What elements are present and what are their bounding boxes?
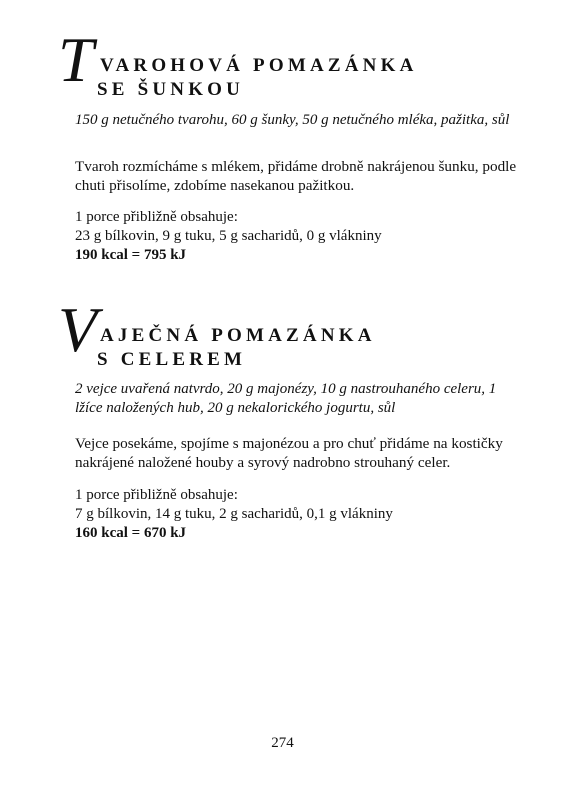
recipe-title xyxy=(0,294,565,380)
title-initial: T xyxy=(58,24,92,95)
ingredients-text: 2 vejce uvařená natvrdo, 20 g majonézy, 10 g nastrouhaného celeru, 1 lžíce naložených hub, 20 g nekalorického jogurtu, sůl xyxy=(75,381,497,416)
title-line-1: VAROHOVÁ POMAZÁNKA xyxy=(100,55,418,76)
ingredients-text: 150 g netučného tvarohu, 60 g šunky, 50 g netučného mléka, pažitka, sůl xyxy=(75,112,510,128)
nutrition-values: 7 g bílkovin, 14 g tuku, 2 g sacharidů, 0,1 g vlákniny xyxy=(75,506,393,522)
method-text: Tvaroh rozmícháme s mlékem, přidáme drobně nakrájenou šunku, podle chuti přisolíme, zdobíme nasekanou pažitkou. xyxy=(75,158,517,194)
nutrition-block xyxy=(75,208,525,265)
nutrition-block xyxy=(75,486,525,543)
title-line-1: AJEČNÁ POMAZÁNKA xyxy=(100,325,376,346)
nutrition-heading: 1 porce přibližně obsahuje: xyxy=(75,209,238,225)
nutrition-heading: 1 porce přibližně obsahuje: xyxy=(75,487,238,503)
nutrition-values: 23 g bílkovin, 9 g tuku, 5 g sacharidů, 0 g vlákniny xyxy=(75,228,382,244)
energy-value: 190 kcal = 795 kJ xyxy=(75,247,187,263)
title-initial: V xyxy=(58,294,96,365)
energy-value: 160 kcal = 670 kJ xyxy=(75,525,187,541)
recipe-title xyxy=(0,24,565,110)
title-line-2: S CELEREM xyxy=(97,349,247,370)
recipe-vajecna-pomazanka xyxy=(0,294,565,380)
recipe-tvarohova-pomazanka xyxy=(0,24,565,110)
method-text: Vejce posekáme, spojíme s majonézou a pro chuť přidáme na kostičky nakrájené naložené houby a syrový nadrobno strouhaný celer. xyxy=(75,435,503,471)
title-line-2: SE ŠUNKOU xyxy=(97,79,245,100)
page-number: 274 xyxy=(271,735,294,751)
